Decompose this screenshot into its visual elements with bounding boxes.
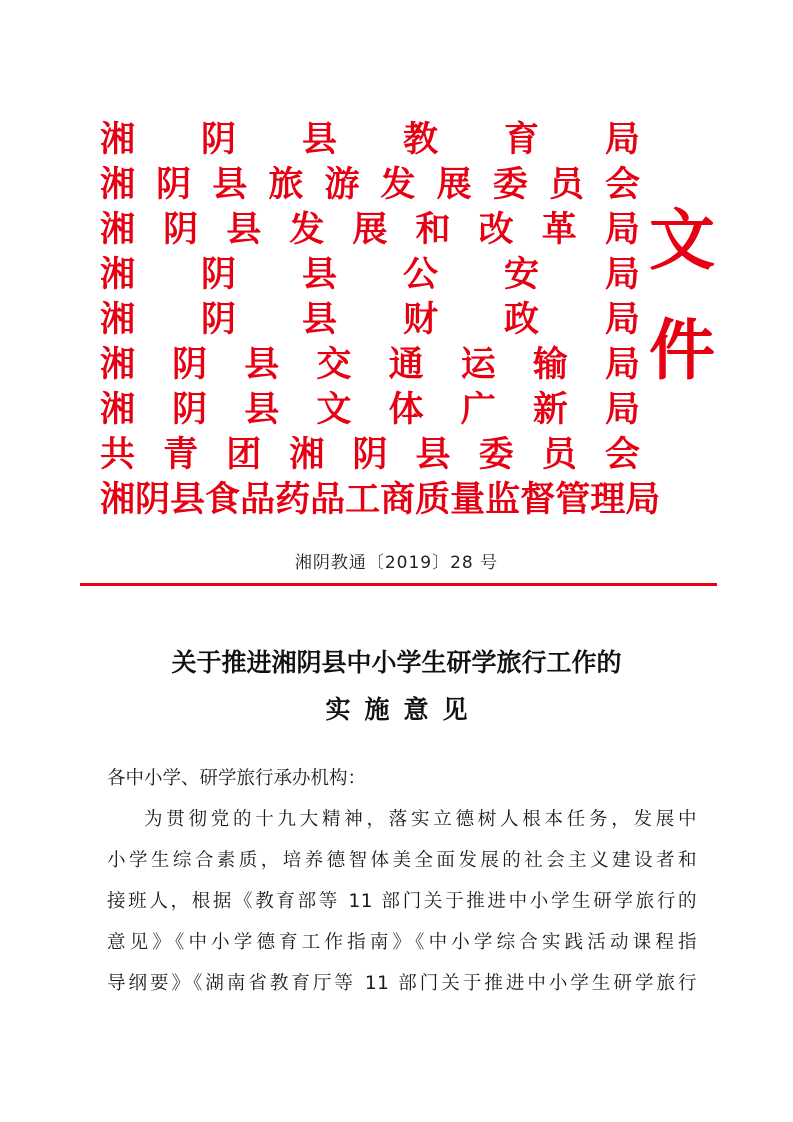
paragraph-line: 为贯彻党的十九大精神，落实立德树人根本任务，发展中: [144, 809, 697, 830]
agency-name-char: 青: [163, 434, 199, 475]
document-word: [647, 201, 717, 425]
agency-name-row: [100, 387, 640, 432]
paragraph-line: 意见》《中小学德育工作指南》《中小学综合实践活动课程指: [107, 932, 697, 953]
issuing-agencies: [100, 117, 661, 522]
agency-name-char: 湘: [100, 254, 136, 295]
agency-name-char: 工: [345, 479, 381, 520]
document-title-line-2: 实施意见: [325, 695, 482, 724]
agency-name-char: 县: [244, 389, 280, 430]
agency-name-row: [100, 207, 640, 252]
agency-name-char: 员: [548, 164, 584, 205]
agency-name-char: 员: [541, 434, 577, 475]
agency-name-char: 局: [604, 299, 640, 340]
document-word-char: 文: [649, 201, 715, 279]
agency-name-char: 阴: [163, 209, 199, 250]
agency-name-char: 品: [240, 479, 276, 520]
agency-name-char: 湘: [100, 209, 136, 250]
agency-name-char: 政: [503, 299, 539, 340]
agency-name-char: 旅: [268, 164, 304, 205]
agency-name-char: 县: [212, 164, 248, 205]
agency-name-char: 和: [415, 209, 451, 250]
agency-name-char: 局: [604, 389, 640, 430]
agency-name-char: 县: [301, 254, 337, 295]
agency-name-char: 督: [520, 479, 556, 520]
agency-name-char: 理: [590, 479, 626, 520]
agency-name-char: 县: [415, 434, 451, 475]
agency-name-char: 湘: [100, 164, 136, 205]
agency-name-char: 革: [541, 209, 577, 250]
paragraph-line: 接班人，根据《教育部等 11 部门关于推进中小学生研学旅行的: [107, 891, 697, 912]
agency-name-char: 共: [100, 434, 136, 475]
agency-name-char: 安: [503, 254, 539, 295]
agency-name-row: [100, 432, 640, 477]
agency-name-char: 改: [478, 209, 514, 250]
agency-name-char: 展: [352, 209, 388, 250]
agency-name-char: 县: [301, 299, 337, 340]
agency-name-row: [100, 162, 640, 207]
agency-name-char: 展: [436, 164, 472, 205]
agency-name-char: 交: [316, 344, 352, 385]
agency-name-char: 会: [604, 434, 640, 475]
agency-name-row: [100, 342, 640, 387]
agency-name-char: 体: [388, 389, 424, 430]
agency-name-char: 运: [460, 344, 496, 385]
agency-name-char: 食: [205, 479, 241, 520]
agency-name-char: 委: [492, 164, 528, 205]
agency-name-char: 公: [402, 254, 438, 295]
agency-name-char: 县: [170, 479, 206, 520]
agency-name-char: 游: [324, 164, 360, 205]
agency-name-char: 教: [402, 119, 438, 160]
agency-name-char: 阴: [352, 434, 388, 475]
agency-name-char: 阴: [200, 119, 236, 160]
agency-name-row: [100, 297, 640, 342]
agency-name-char: 局: [604, 344, 640, 385]
agency-name-char: 委: [478, 434, 514, 475]
agency-name-char: 阴: [135, 479, 171, 520]
agency-name-char: 发: [380, 164, 416, 205]
agency-name-char: 湘: [100, 119, 136, 160]
agency-name-char: 局: [604, 254, 640, 295]
agency-name-char: 局: [604, 209, 640, 250]
agency-name-char: 局: [604, 119, 640, 160]
agency-name-char: 药: [275, 479, 311, 520]
agency-name-char: 阴: [172, 389, 208, 430]
agency-name-char: 县: [301, 119, 337, 160]
agency-name-char: 湘: [100, 299, 136, 340]
agency-name-char: 阴: [200, 299, 236, 340]
agency-name-char: 团: [226, 434, 262, 475]
agency-name-char: 县: [244, 344, 280, 385]
agency-name-char: 湘: [100, 344, 136, 385]
agency-name-char: 会: [604, 164, 640, 205]
paragraph-line: 小学生综合素质，培养德智体美全面发展的社会主义建设者和: [107, 850, 697, 871]
agency-name-char: 商: [380, 479, 416, 520]
agency-name-char: 通: [388, 344, 424, 385]
agency-name-char: 质: [415, 479, 451, 520]
agency-name-char: 局: [625, 479, 661, 520]
agency-name-char: 输: [532, 344, 568, 385]
document-word-char: 件: [649, 311, 715, 389]
agency-name-char: 品: [310, 479, 346, 520]
salutation: 各中小学、研学旅行承办机构：: [107, 768, 367, 789]
agency-name-char: 育: [503, 119, 539, 160]
agency-name-char: 阴: [172, 344, 208, 385]
agency-name-char: 监: [485, 479, 521, 520]
agency-name-char: 管: [555, 479, 591, 520]
red-divider: [80, 583, 717, 586]
agency-name-char: 新: [532, 389, 568, 430]
agency-name-row: [100, 252, 640, 297]
document-number: 湘阴教通〔2019〕28 号: [294, 553, 499, 573]
document-title-line-1: 关于推进湘阴县中小学生研学旅行工作的: [171, 648, 622, 677]
agency-name-char: 文: [316, 389, 352, 430]
agency-name-char: 广: [460, 389, 496, 430]
agency-name-char: 发: [289, 209, 325, 250]
agency-name-char: 湘: [289, 434, 325, 475]
agency-name-row: [100, 117, 640, 162]
agency-name-char: 县: [226, 209, 262, 250]
agency-name-char: 湘: [100, 389, 136, 430]
document-body: [107, 758, 697, 1004]
agency-name-char: 阴: [200, 254, 236, 295]
agency-name-char: 量: [450, 479, 486, 520]
agency-name-char: 阴: [156, 164, 192, 205]
agency-name-char: 财: [402, 299, 438, 340]
agency-name-char: 湘: [100, 479, 136, 520]
paragraph-line: 导纲要》《湖南省教育厅等 11 部门关于推进中小学生研学旅行: [107, 973, 697, 994]
agency-name-row: [100, 477, 661, 522]
